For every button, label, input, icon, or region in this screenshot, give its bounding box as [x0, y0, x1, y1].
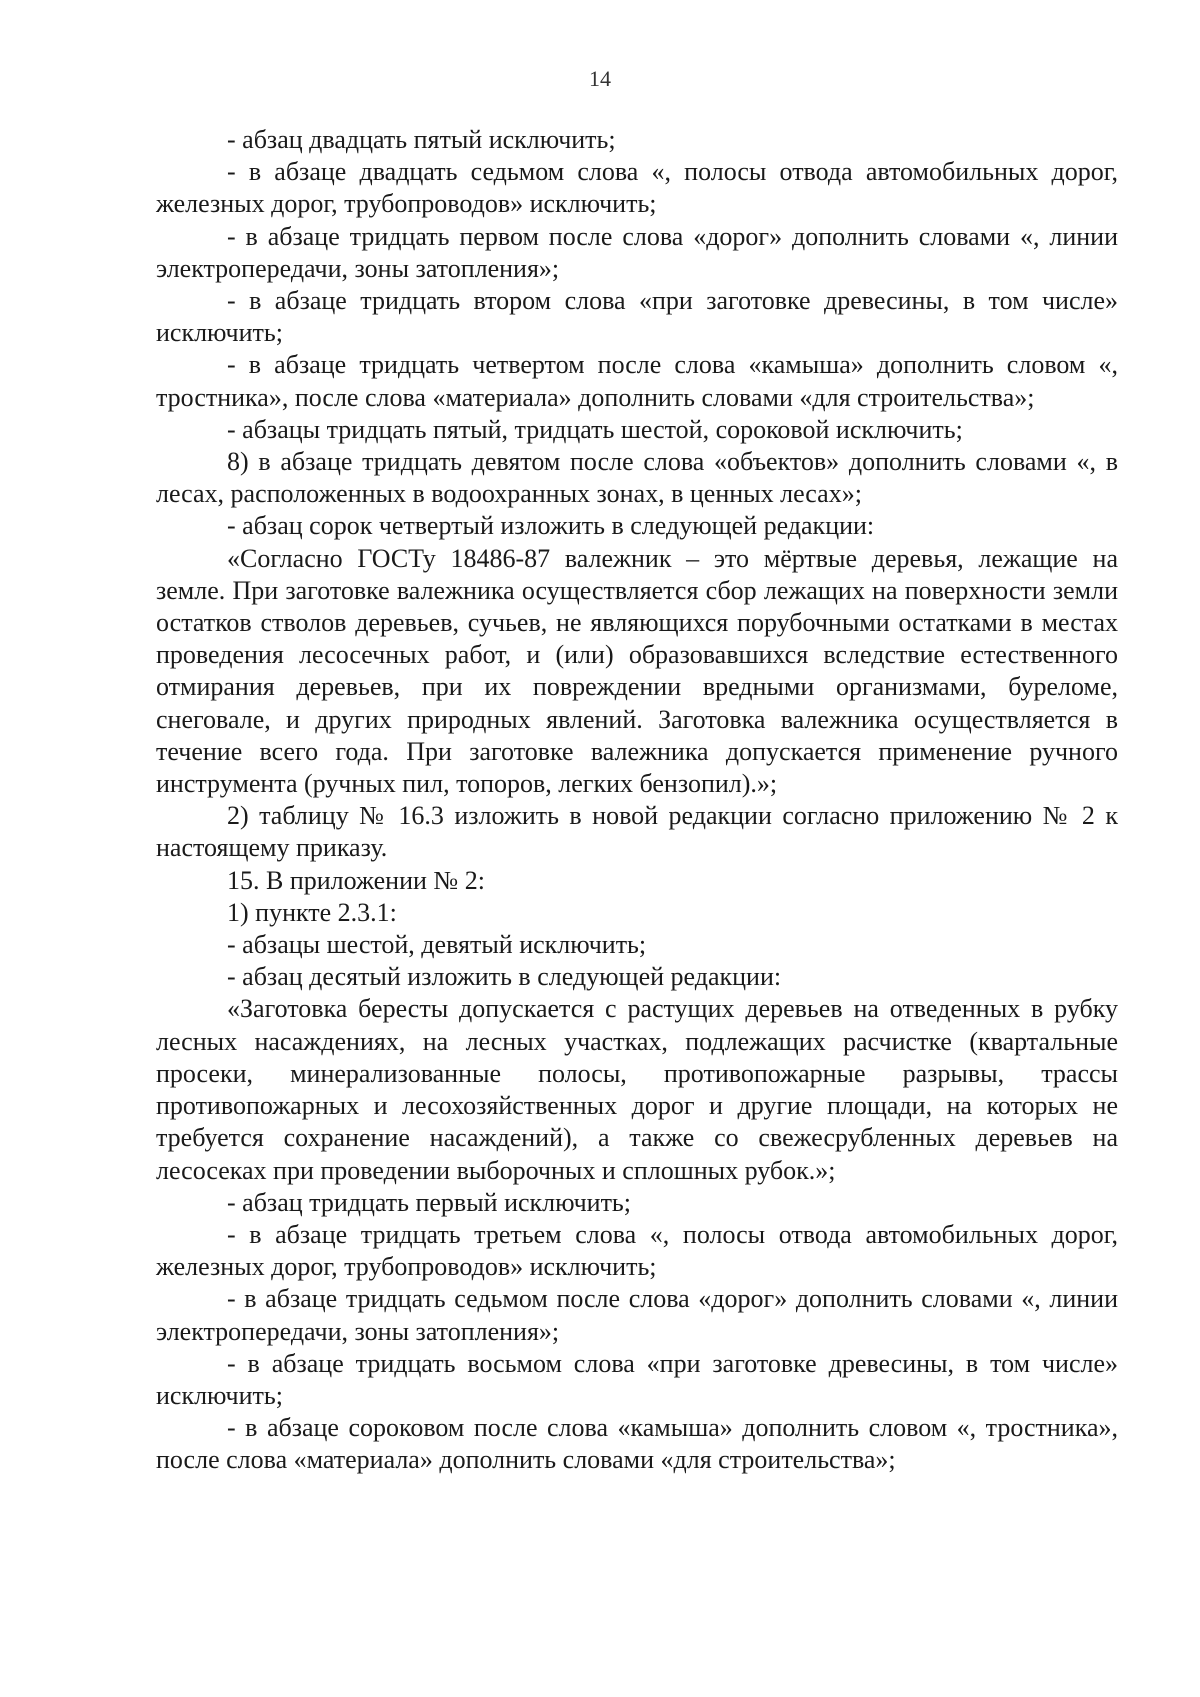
paragraph: - в абзаце тридцать восьмом слова «при заготовке древесины, в том числе» исключить;: [156, 1348, 1118, 1410]
document-body: [156, 124, 1118, 1477]
paragraph: - в абзаце двадцать седьмом слова «, полосы отвода автомобильных дорог, железных дорог, трубопроводов» исключить;: [156, 157, 1118, 219]
page-number: 14: [589, 66, 611, 91]
paragraph: - в абзаце тридцать четвертом после слова «камыша» дополнить словом «, тростника», после слова «материала» дополнить словами «для строительства»;: [156, 350, 1118, 412]
paragraph: - абзацы тридцать пятый, тридцать шестой, сороковой исключить;: [227, 414, 963, 444]
paragraph: - абзац десятый изложить в следующей редакции:: [227, 962, 782, 992]
paragraph: - абзацы шестой, девятый исключить;: [227, 930, 647, 960]
paragraph: - абзац сорок четвертый изложить в следующей редакции:: [227, 511, 875, 541]
paragraph: - абзац двадцать пятый исключить;: [227, 125, 616, 154]
paragraph: - в абзаце тридцать втором слова «при заготовке древесины, в том числе» исключить;: [156, 286, 1118, 348]
paragraph: «Согласно ГОСТу 18486-87 валежник – это мёртвые деревья, лежащие на земле. При заготовке валежника осуществляется сбор лежащих на поверхности земли остатков стволов деревьев, сучьев, не являющихся порубочными остатками в местах проведения лесосечных работ, и (или) образовавшихся вследствие естественного отмирания деревьев, при их повреждении вредными организмами, буреломе, снеговале, и других природных явлений. Заготовка валежника осуществляется в течение всего года. При заготовке валежника допускается применение ручного инструмента (ручных пил, топоров, легких бензопил).»;: [156, 543, 1118, 799]
paragraph: - в абзаце тридцать первом после слова «дорог» дополнить словами «, линии электропередачи, зоны затопления»;: [156, 221, 1118, 283]
paragraph: 8) в абзаце тридцать девятом после слова «объектов» дополнить словами «, в лесах, расположенных в водоохранных зонах, в ценных лесах»;: [156, 447, 1118, 509]
paragraph: - в абзаце сороковом после слова «камыша» дополнить словом «, тростника», после слова «материала» дополнить словами «для строительства»;: [156, 1413, 1118, 1475]
paragraph: 15. В приложении № 2:: [227, 865, 485, 895]
paragraph: 1) пункте 2.3.1:: [227, 897, 397, 927]
paragraph: - абзац тридцать первый исключить;: [227, 1187, 632, 1217]
paragraph: - в абзаце тридцать третьем слова «, полосы отвода автомобильных дорог, железных дорог, трубопроводов» исключить;: [156, 1219, 1118, 1282]
paragraph: 2) таблицу № 16.3 изложить в новой редакции согласно приложению № 2 к настоящему приказу.: [156, 801, 1118, 863]
paragraph: - в абзаце тридцать седьмом после слова «дорог» дополнить словами «, линии электропередачи, зоны затопления»;: [156, 1284, 1118, 1346]
paragraph: «Заготовка бересты допускается с растущих деревьев на отведенных в рубку лесных насаждениях, на лесных участках, подлежащих расчистке (квартальные просеки, минерализованные полосы, противопожарные разрывы, трассы противопожарных и лесохозяйственных дорог и другие площади, на которых не требуется сохранение насаждений), а также со свежесрубленных деревьев на лесосеках при проведении выборочных и сплошных рубок.»;: [156, 994, 1118, 1185]
